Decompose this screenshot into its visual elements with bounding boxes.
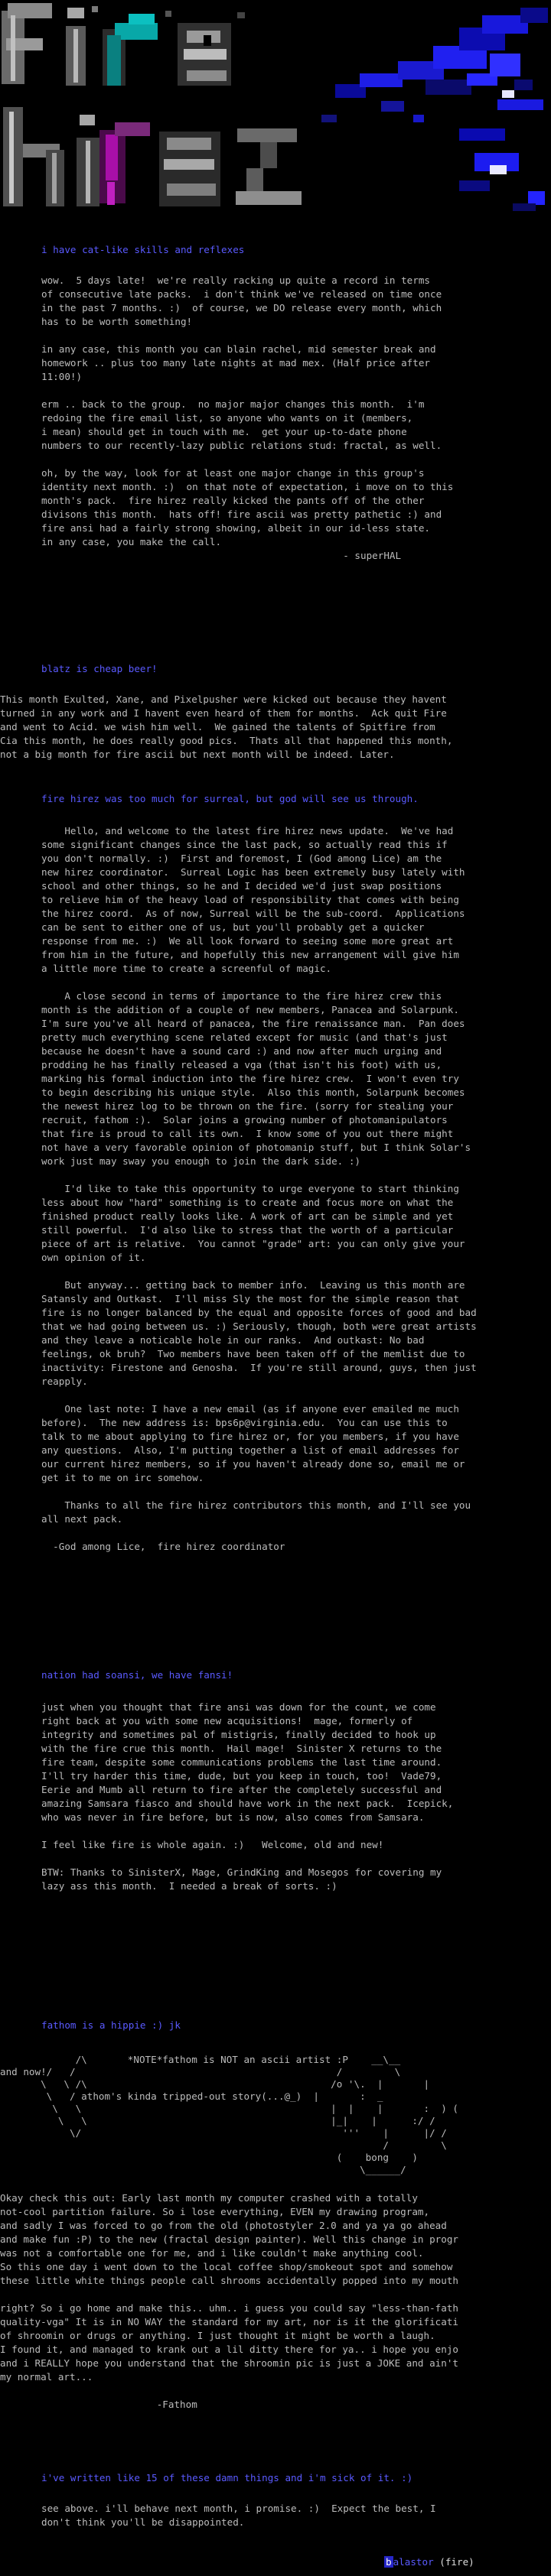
section-heading: nation had soansi, we have fansi! [41, 1669, 233, 1681]
heading-text: blatz is cheap beer! [41, 663, 158, 674]
signature [384, 2555, 474, 2569]
signature-group: (fire) [439, 2556, 474, 2568]
section-heading: fire hirez was too much for surreal, but god will see us through. [41, 793, 419, 804]
section-body: This month Exulted, Xane, and Pixelpusher were kicked out because they havent turned in any work and I havent even heard of them for months. Ack quit Fire and went to Acid. we wish him well. We gained the talents of Spitfire from Cia this month, he does really good pics. Thats all that happened this month, not a big month for fire ascii but next month will be indeed. Later. [0, 694, 453, 760]
section-heading [41, 662, 158, 676]
logo-word-fire [2, 3, 245, 86]
section-heading: fathom is a hippie :) jk [41, 2019, 181, 2031]
fire-hirez-logo [0, 0, 551, 229]
section-body: just when you thought that fire ansi was down for the count, we come right back at you with some new acquisitions! mage, formerly of integrity and sometimes pal of mistigris, finally decided to hook up with the fire crue this month. Hail mage! Sinister X returns to the fire team, despite some communications problems the last time around. I'll try harder this time, dude, but you keep in touch, too! Vade79, Eerie and Mumb all return to fire after the completely successful and amazing Samsara fiasco and should have work in the next pack. Icepick, who was never in fire before, but is now, also comes from Samsara. I feel like fire is whole again. :) Welcome, old and new! BTW: Thanks to SinisterX, Mage, GrindKing and Mosegos for covering my lazy ass this month. I needed a break of sorts. :) [41, 1701, 454, 1892]
signature-letter: b [386, 2556, 392, 2568]
section-body: see above. i'll behave next month, i promise. :) Expect the best, I don't think you'll be disappointed. [41, 2503, 436, 2528]
section-body: Hello, and welcome to the latest fire hirez news update. We've had some significant changes since the last pack, so actually read this if you don't normally. :) First and foremost, I (God among Lice) am the new hirez coordinator. Surreal Logic has been extremely busy lately with school and other things, so he and I decided we'd just swap positions to relieve him of the heavy load of responsibility that comes with being the hirez coord. As of now, Surreal will be the sub-coord. Applications can be sent to either one of us, but you'll probably get a quicker response from me. :) We all look forward to seeing some more great art from him in the future, and hopefully this new arrangement will give him a little more time to create a screenful of magic. A close second in terms of importance to the fire hirez crew this month is the addition of a couple of new members, Panacea and Solarpunk. I'm sure you've all heard of panacea, the fire renaissance man. Pan does pretty much everything scene related except for music (and that's just because he doesn't have a sound card :) and now after much urging and prodding he has finally released a vga (that isn't his foot) with us, marking his formal induction into the fire hirez crew. I won't even try to begin describing his unique style. Also this month, Solarpunk becomes the newest hirez log to be thrown on the fire. (sorry for stealing your recruit, fathom :). Solar joins a growing number of photomanipulators that fire is proud to call its own. I know some of you out there might not have a very favorable opinion of photomanip stuff, but I think Solar's work just may sway you enough to join the dark side. :) I'd like to take this opportunity to urge everyone to start thinking less about how "hard" something is to create and focus more on what the finished product really looks like. A work of art can be simple and yet still powerful. I'd also like to stress that the worth of a particular piece of art is relative. You cannot "grade" art: you can only give your own opinion of it. But anyway... getting back to member info. Leaving us this month are Satansly and Outkast. I'll miss Sly the most for the simple reason that fire is no longer balanced by the equal and opposite forces of good and bad that we had going between us. :) Seriously, though, both were great artists and they leave a noticable hole in our ranks. And outkast: No bad feelings, ok bruh? Two members have been taken off of the memlist due to inactivity: Firestone and Genosha. If you're still around, guys, then just reapply. One last note: I have a new email (as if anyone ever emailed me much before). The new address is: bps6p@virginia.edu. You can use this to talk to me about applying to fire hirez or, for you members, if you have any questions. Also, I'm putting together a list of email addresses for our current hirez members, so if you haven't already done so, email me or get it to me on irc somehow. Thanks to all the fire hirez contributors this month, and I'll see you all next pack. -God among Lice, fire hirez coordinator [41, 825, 477, 1552]
logo-word-hirez [3, 107, 302, 206]
blue-pixel-art [321, 8, 548, 211]
section-heading: i've written like 15 of these damn things and i'm sick of it. :) [41, 2472, 413, 2483]
signature-name: alastor [393, 2556, 434, 2568]
section-body: wow. 5 days late! we're really racking up quite a record in terms of consecutive late packs. i don't think we've released on time once in the past 7 months. :) of course, we DO release every month, which has to be worth something! in any case, this month you can blain rachel, mid semester break and homework .. plus too many late nights at mad mex. (Half price after 11:00!) erm .. back to the group. no major major changes this month. i'm redoing the fire email list, so anyone who wants on it (members, i mean) should get in touch with me. get your up-to-date phone numbers to our recently-lazy public relations stud: fractal, as well. oh, by the way, look for at least one major change in this group's identity next month. :) on that note of expectation, i move on to this month's pack. fire hirez really kicked the pants off of the other divisons this month. hats off! fire ascii was pretty pathetic :) and fire ansi had a fairly strong showing, albeit in our id-less state. in any case, you make the call. - superHAL [41, 274, 454, 561]
section-heading: i have cat-like skills and reflexes [41, 244, 245, 255]
section-body: Okay check this out: Early last month my computer crashed with a totally not-cool partition failure. So i lose everything, EVEN my drawing program, and sadly I was forced to go from the old (photostyler 2.0 and ya ya go ahead and make fun :P) to the new (fractal design painter). Well this change in progr was not a comfortable one for me, and i like couldn't make anything cool. So this one day i went down to the local coffee shop/smokeout spot and somehow these little white things people call shrooms accidentally popped into my mouth right? So i go home and make this.. uhm.. i guess you could say "less-than-fath quality-vga" It is in NO WAY the standard for my art, nor is it the glorificati of shroomin or drugs or anything. I just thought it might be worth a laugh. I found it, and managed to krank out a lil ditty there for ya.. i hope you enjo and i REALLY hope you understand that the shroomin pic is just a JOKE and ain't my normal art... -Fathom [0, 2192, 458, 2410]
ascii-art: /\ *NOTE*fathom is NOT an ascii artist :P __\__ and now!/ / / \ \ \ /\ /o '\. | | \ / athom's kinda tripped-out story(...@_) | : _ \ \ | | | : ) ( \ \ |_| | :/ / \/ ''' | |/ / / \ ( bong ) \______/ [0, 2054, 458, 2175]
